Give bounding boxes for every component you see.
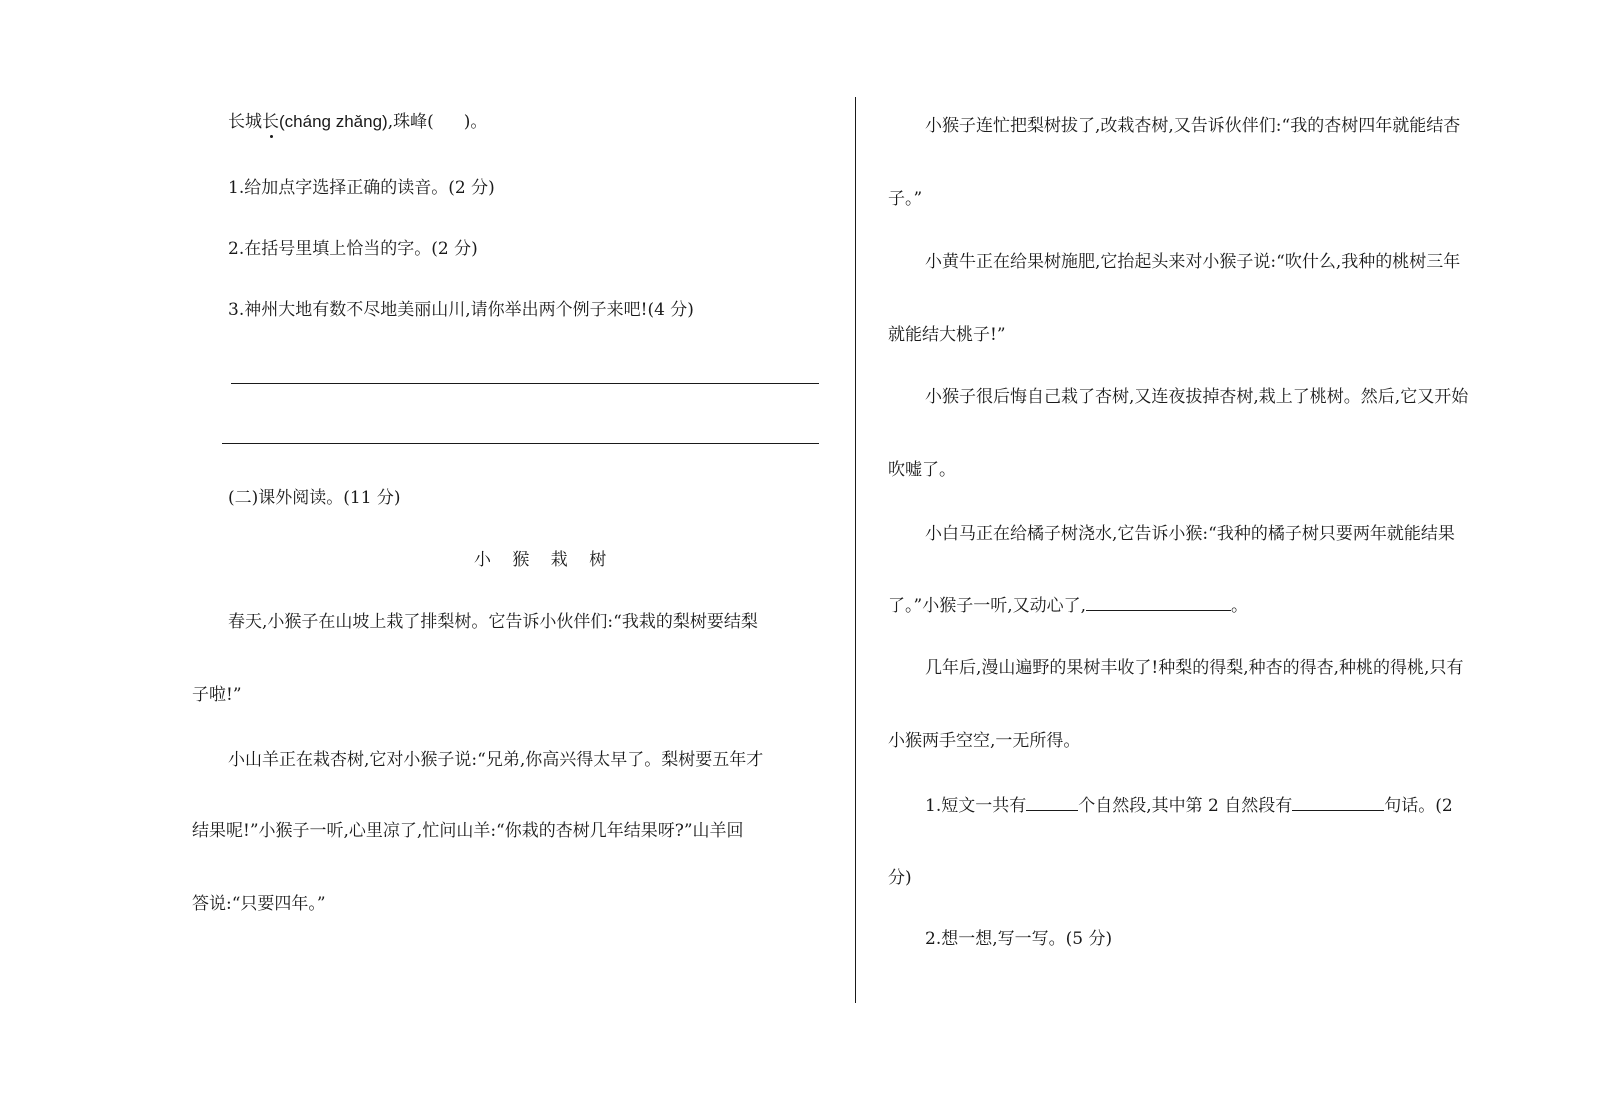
section-heading: (二)课外阅读。(11 分) bbox=[228, 488, 401, 508]
story-title: 小 猴 栽 树 bbox=[474, 550, 615, 570]
para7-line1: 几年后,漫山遍野的果树丰收了!种梨的得梨,种杏的得杏,种桃的得桃,只有 bbox=[925, 658, 1464, 678]
phrase-suffix: )。 bbox=[463, 112, 488, 132]
rq1-text-c: 句话。(2 bbox=[1384, 796, 1453, 816]
question-2: 2.在括号里填上恰当的字。(2 分) bbox=[228, 239, 478, 259]
pinyin-options: (cháng zhǎng) bbox=[279, 112, 388, 131]
fill-blank-sentence-count[interactable] bbox=[1292, 794, 1384, 811]
para5-line1: 小猴子很后悔自己栽了杏树,又连夜拔掉杏树,栽上了桃树。然后,它又开始 bbox=[925, 387, 1469, 407]
para3-line2: 子。” bbox=[888, 189, 923, 209]
para3-line1: 小猴子连忙把梨树拔了,改栽杏树,又告诉伙伴们:“我的杏树四年就能结杏 bbox=[925, 116, 1461, 136]
para1-line2: 子啦!” bbox=[192, 685, 242, 705]
para2-line2: 结果呢!”小猴子一听,心里凉了,忙问山羊:“你栽的杏树几年结果呀?”山羊回 bbox=[192, 821, 744, 841]
para6-line2 bbox=[888, 594, 1248, 618]
rq1-text-a: 1.短文一共有 bbox=[925, 796, 1027, 816]
dotted-char: 长 bbox=[262, 112, 279, 132]
answer-line-2[interactable] bbox=[222, 443, 819, 444]
para1-line1: 春天,小猴子在山坡上栽了排梨树。它告诉小伙伴们:“我栽的梨树要结梨 bbox=[228, 612, 758, 632]
rq1-text-b: 个自然段,其中第 2 自然段有 bbox=[1078, 796, 1293, 816]
fill-blank-continuation[interactable] bbox=[1086, 594, 1231, 611]
reading-question-2: 2.想一想,写一写。(5 分) bbox=[925, 929, 1113, 949]
fill-blank-paragraph-count[interactable] bbox=[1026, 794, 1078, 811]
para7-line2: 小猴两手空空,一无所得。 bbox=[888, 731, 1081, 751]
question-3: 3.神州大地有数不尽地美丽山川,请你举出两个例子来吧!(4 分) bbox=[228, 300, 694, 320]
reading-question-1-cont: 分) bbox=[888, 868, 912, 888]
column-divider bbox=[855, 97, 856, 1003]
para5-line2: 吹嘘了。 bbox=[888, 460, 956, 480]
phrase-line bbox=[228, 110, 487, 134]
phrase-prefix: 长城 bbox=[228, 112, 262, 132]
para2-line1: 小山羊正在栽杏树,它对小猴子说:“兄弟,你高兴得太早了。梨树要五年才 bbox=[228, 750, 764, 770]
para4-line2: 就能结大桃子!” bbox=[888, 325, 1006, 345]
reading-question-1 bbox=[925, 794, 1453, 818]
para4-line1: 小黄牛正在给果树施肥,它抬起头来对小猴子说:“吹什么,我种的桃树三年 bbox=[925, 252, 1461, 272]
question-1: 1.给加点字选择正确的读音。(2 分) bbox=[228, 178, 495, 198]
para6-line1: 小白马正在给橘子树浇水,它告诉小猴:“我种的橘子树只要两年就能结果 bbox=[925, 524, 1455, 544]
para6-line2-end: 。 bbox=[1231, 596, 1248, 616]
answer-line-1[interactable] bbox=[231, 383, 819, 384]
phrase-mid: ,珠峰( bbox=[387, 112, 434, 132]
para6-line2-text: 了。”小猴子一听,又动心了, bbox=[888, 596, 1086, 616]
para2-line3: 答说:“只要四年。” bbox=[192, 894, 326, 914]
